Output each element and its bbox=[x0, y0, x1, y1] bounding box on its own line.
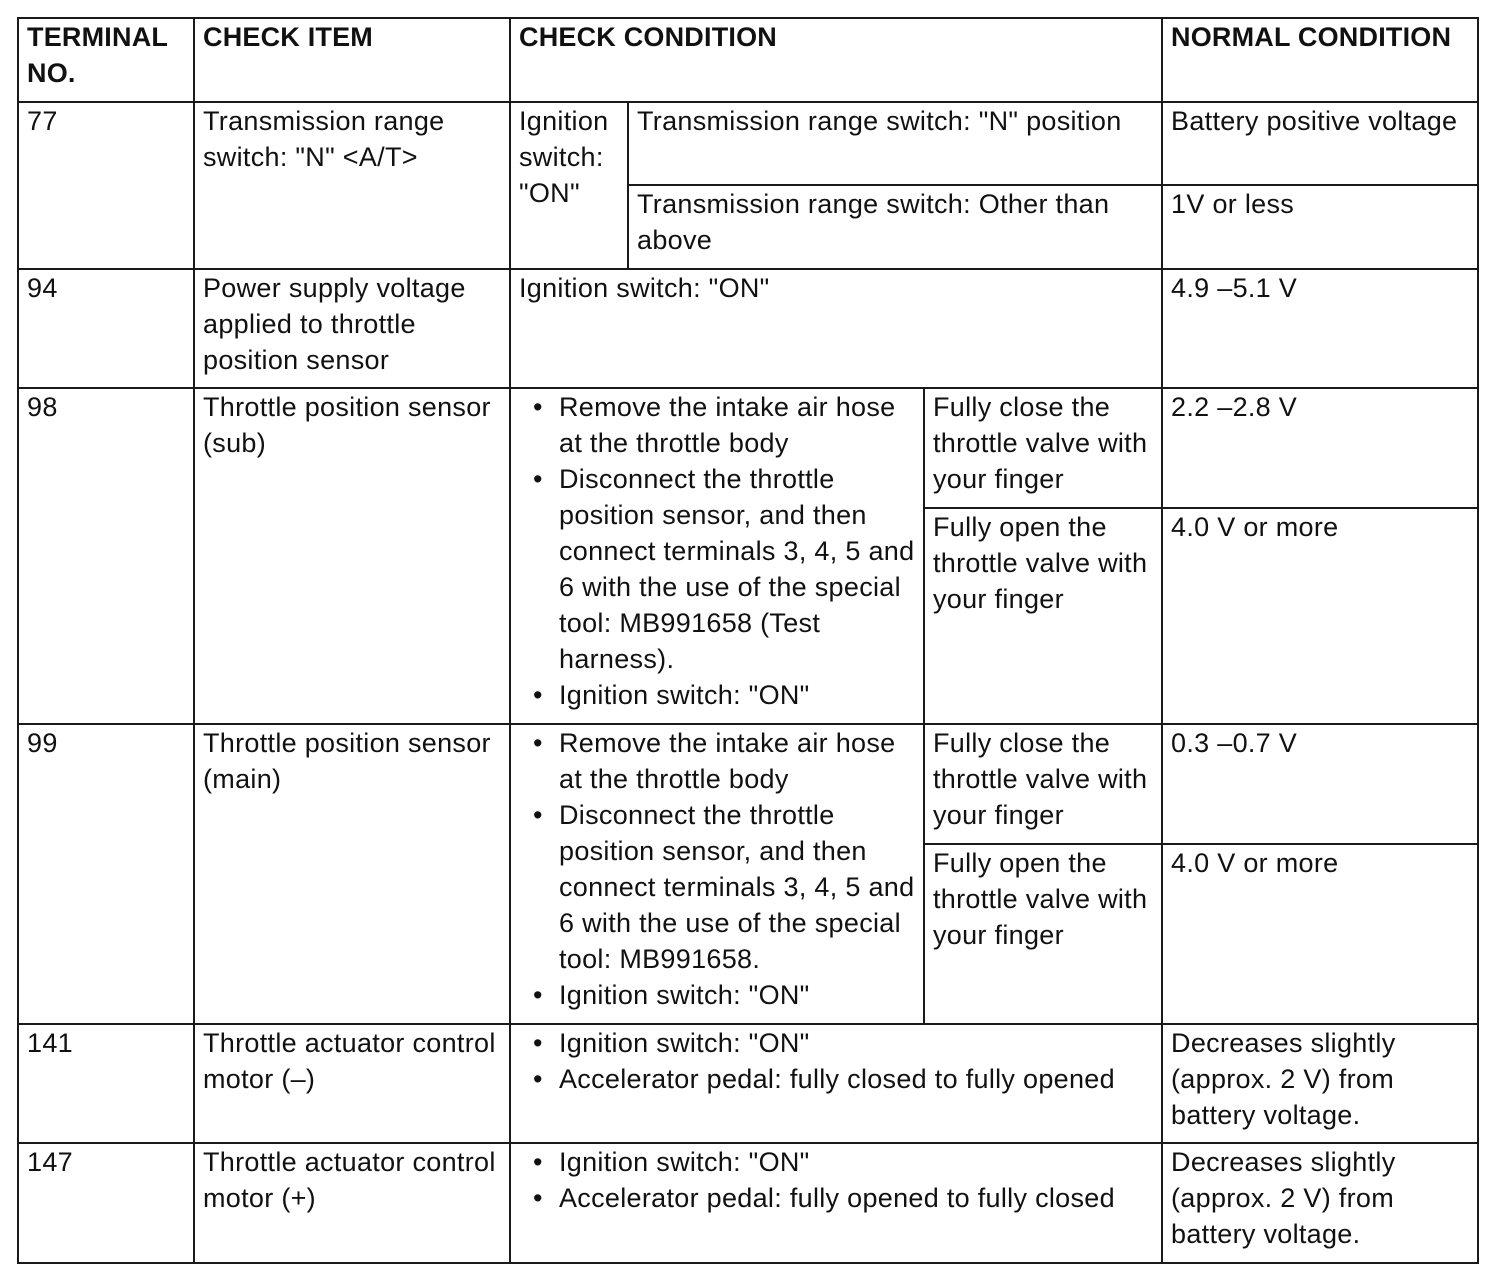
list-item: • Disconnect the throttle position sensor, and then connect terminals 3, 4, 5 and 6 with the use of the special tool: MB991658. bbox=[519, 797, 917, 977]
header-check-condition: CHECK CONDITION bbox=[510, 18, 1162, 102]
condition-bullet-list bbox=[519, 725, 917, 1013]
condition-bullets-cell bbox=[510, 1024, 1162, 1143]
list-item: • Ignition switch: "ON" bbox=[519, 1025, 1155, 1061]
check-item-cell: Throttle position sensor (sub) bbox=[194, 388, 510, 724]
check-item-cell: Power supply voltage applied to throttle position sensor bbox=[194, 269, 510, 388]
sub-condition-cell: Fully close the throttle valve with your finger bbox=[924, 388, 1162, 508]
normal-condition-cell: 2.2 –2.8 V bbox=[1162, 388, 1478, 508]
condition-bullet-list bbox=[519, 389, 917, 713]
terminal-cell: 77 bbox=[18, 102, 194, 269]
normal-condition-cell: 4.0 V or more bbox=[1162, 508, 1478, 724]
sub-condition-cell: Fully open the throttle valve with your finger bbox=[924, 508, 1162, 724]
terminal-cell: 98 bbox=[18, 388, 194, 724]
list-item: • Ignition switch: "ON" bbox=[519, 677, 917, 713]
terminal-cell: 99 bbox=[18, 724, 194, 1024]
list-item: • Remove the intake air hose at the throttle body bbox=[519, 725, 917, 797]
sub-condition-cell: Transmission range switch: Other than above bbox=[628, 185, 1162, 269]
table-row-99 bbox=[18, 724, 1478, 844]
check-item-cell: Transmission range switch: "N" <A/T> bbox=[194, 102, 510, 269]
normal-condition-cell: 0.3 –0.7 V bbox=[1162, 724, 1478, 844]
condition-bullets-cell bbox=[510, 724, 924, 1024]
table-row-94 bbox=[18, 269, 1478, 388]
list-item: • Accelerator pedal: fully opened to fully closed bbox=[519, 1180, 1155, 1216]
condition-main-cell: Ignition switch: "ON" bbox=[510, 102, 628, 269]
header-normal-condition: NORMAL CONDITION bbox=[1162, 18, 1478, 102]
sub-condition-cell: Fully close the throttle valve with your finger bbox=[924, 724, 1162, 844]
normal-condition-cell: Decreases slightly (approx. 2 V) from battery voltage. bbox=[1162, 1143, 1478, 1263]
list-item: • Accelerator pedal: fully closed to fully opened bbox=[519, 1061, 1155, 1097]
list-item: • Ignition switch: "ON" bbox=[519, 977, 917, 1013]
condition-bullets-cell bbox=[510, 1143, 1162, 1263]
check-item-cell: Throttle actuator control motor (+) bbox=[194, 1143, 510, 1263]
condition-bullet-list bbox=[519, 1144, 1155, 1216]
sub-condition-cell: Fully open the throttle valve with your finger bbox=[924, 844, 1162, 1024]
normal-condition-cell: 1V or less bbox=[1162, 185, 1478, 269]
header-check-item: CHECK ITEM bbox=[194, 18, 510, 102]
list-item: • Disconnect the throttle position sensor, and then connect terminals 3, 4, 5 and 6 with the use of the special tool: MB991658 (Test harness). bbox=[519, 461, 917, 677]
condition-bullets-cell bbox=[510, 388, 924, 724]
terminal-check-table bbox=[17, 17, 1479, 1264]
check-item-cell: Throttle actuator control motor (–) bbox=[194, 1024, 510, 1143]
table-row-141 bbox=[18, 1024, 1478, 1143]
terminal-cell: 94 bbox=[18, 269, 194, 388]
check-item-cell: Throttle position sensor (main) bbox=[194, 724, 510, 1024]
header-terminal-no: TERMINAL NO. bbox=[18, 18, 194, 102]
list-item: • Ignition switch: "ON" bbox=[519, 1144, 1155, 1180]
list-item: • Remove the intake air hose at the throttle body bbox=[519, 389, 917, 461]
table-row-77 bbox=[18, 102, 1478, 185]
condition-bullet-list bbox=[519, 1025, 1155, 1097]
terminal-cell: 141 bbox=[18, 1024, 194, 1143]
table-row-98 bbox=[18, 388, 1478, 508]
condition-cell: Ignition switch: "ON" bbox=[510, 269, 1162, 388]
normal-condition-cell: 4.0 V or more bbox=[1162, 844, 1478, 1024]
terminal-cell: 147 bbox=[18, 1143, 194, 1263]
normal-condition-cell: Decreases slightly (approx. 2 V) from battery voltage. bbox=[1162, 1024, 1478, 1143]
sub-condition-cell: Transmission range switch: "N" position bbox=[628, 102, 1162, 185]
table-row-147 bbox=[18, 1143, 1478, 1263]
normal-condition-cell: Battery positive voltage bbox=[1162, 102, 1478, 185]
normal-condition-cell: 4.9 –5.1 V bbox=[1162, 269, 1478, 388]
header-row bbox=[18, 18, 1478, 102]
